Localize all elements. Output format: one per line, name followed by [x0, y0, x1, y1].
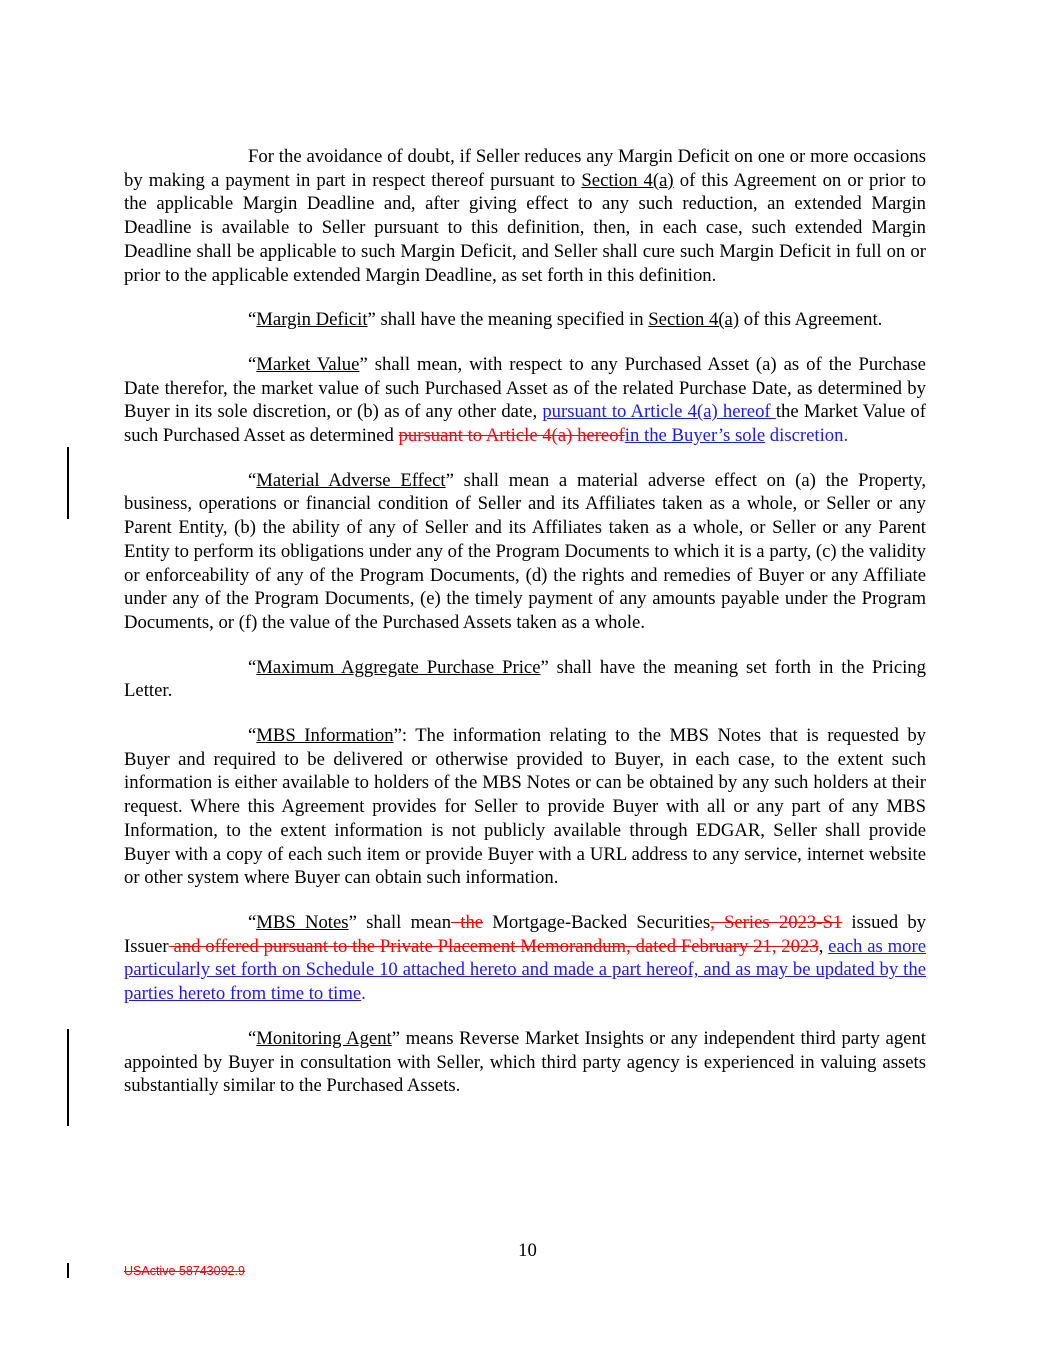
change-bar	[67, 447, 69, 519]
definition-market-value: “Market Value” shall mean, with respect to any Purchased Asset (a) as of the Purchase Date therefor, the market value of such Purchased Asset as of the related Purchase Date, as determined by Buyer in its sole discretion, or (b) as of any other date, pursuant to Article 4(a) hereof the Market Value of such Purchased Asset as determined pursuant to Article 4(a) hereofin the Buyer’s sole discretion.	[124, 353, 926, 447]
defined-term: MBS Information	[256, 725, 394, 747]
inserted-text: each as more particularly set forth on Schedule 10 attached hereto and made a part hereof, and as may be updated by the parties hereto from time to time	[124, 935, 926, 1005]
defined-term: Material Adverse Effect	[256, 469, 446, 491]
defined-term: Maximum Aggregate Purchase Price	[256, 656, 541, 678]
definition-margin-deficit: “Margin Deficit” shall have the meaning specified in Section 4(a) of this Agreement.	[248, 309, 883, 331]
definition-monitoring-agent: “Monitoring Agent” means Reverse Market Insights or any independent third party agent appointed by Buyer in consultation with Seller, which third party agency is experienced in valuing assets substantially similar to the Purchased Assets.	[124, 1027, 926, 1097]
inserted-text: in the Buyer’s sole	[624, 425, 766, 447]
deleted-text: the	[451, 911, 484, 933]
deleted-text: pursuant to Article 4(a) hereof	[398, 425, 625, 447]
defined-term: Market Value	[256, 353, 360, 375]
page-number: 10	[518, 1240, 537, 1261]
deleted-text: and offered pursuant to the Private Placement Memorandum, dated February 21, 2023	[168, 935, 819, 957]
inserted-text-plain: discretion.	[765, 425, 849, 447]
definition-mbs-information: “MBS Information”: The information relating to the MBS Notes that is requested by Buyer and required to be delivered or otherwise provided to Buyer, in each case, to the extent such information is either available to holders of the MBS Notes or can be obtained by any such holders at their request. Where this Agreement provides for Seller to provide Buyer with all or any part of any MBS Information, to the extent information is not publicly available through EDGAR, Seller shall provide Buyer with a copy of each such item or provide Buyer with a URL address to any service, internet website or other system where Buyer can obtain such information.	[124, 725, 927, 889]
section-reference: Section 4(a)	[648, 309, 740, 331]
defined-term: Margin Deficit	[256, 309, 368, 331]
defined-term: Monitoring Agent	[256, 1027, 392, 1049]
deleted-text: , Series 2023-S1	[710, 911, 843, 933]
change-bar	[67, 1029, 69, 1126]
section-reference: Section 4(a)	[581, 169, 674, 191]
document-id-footer: USActive 58743092.9	[124, 1264, 245, 1278]
definition-mbs-notes: “MBS Notes” shall mean the Mortgage-Backed Securities, Series 2023-S1 issued by Issuer and offered pursuant to the Private Placement Memorandum, dated February 21, 2023, each as more particularly set forth on Schedule 10 attached hereto and made a part hereof, and as may be updated by the parties hereto from time to time.	[124, 911, 927, 1005]
defined-term: MBS Notes	[256, 911, 349, 933]
inserted-text: pursuant to Article 4(a) hereof	[542, 401, 776, 423]
paragraph-avoidance-of-doubt: For the avoidance of doubt, if Seller reduces any Margin Deficit on one or more occasions by making a payment in part in respect thereof pursuant to Section 4(a) of this Agreement on or prior to the applicable Margin Deadline and, after giving effect to any such reduction, an extended Margin Deadline is available to Seller pursuant to this definition, then, in each case, such extended Margin Deadline shall be applicable to such Margin Deficit, and Seller shall cure such Margin Deficit in full on or prior to the applicable extended Margin Deadline, as set forth in this definition.	[124, 146, 927, 286]
document-body	[124, 145, 926, 1119]
change-bar	[67, 1263, 69, 1278]
definition-material-adverse-effect: “Material Adverse Effect” shall mean a material adverse effect on (a) the Property, business, operations or financial condition of Seller and its Affiliates taken as a whole, or Seller or any Parent Entity, (b) the ability of any of Seller and its Affiliates taken as a whole, or Seller or any Parent Entity to perform its obligations under any of the Program Documents to which it is a party, (c) the validity or enforceability of any of the Program Documents, (d) the rights and remedies of Buyer or any Affiliate under any of the Program Documents, (e) the timely payment of any amounts payable under the Program Documents, or (f) the value of the Purchased Assets taken as a whole.	[124, 469, 926, 633]
definition-maximum-aggregate-purchase-price: “Maximum Aggregate Purchase Price” shall have the meaning set forth in the Pricing Letter.	[124, 656, 926, 702]
